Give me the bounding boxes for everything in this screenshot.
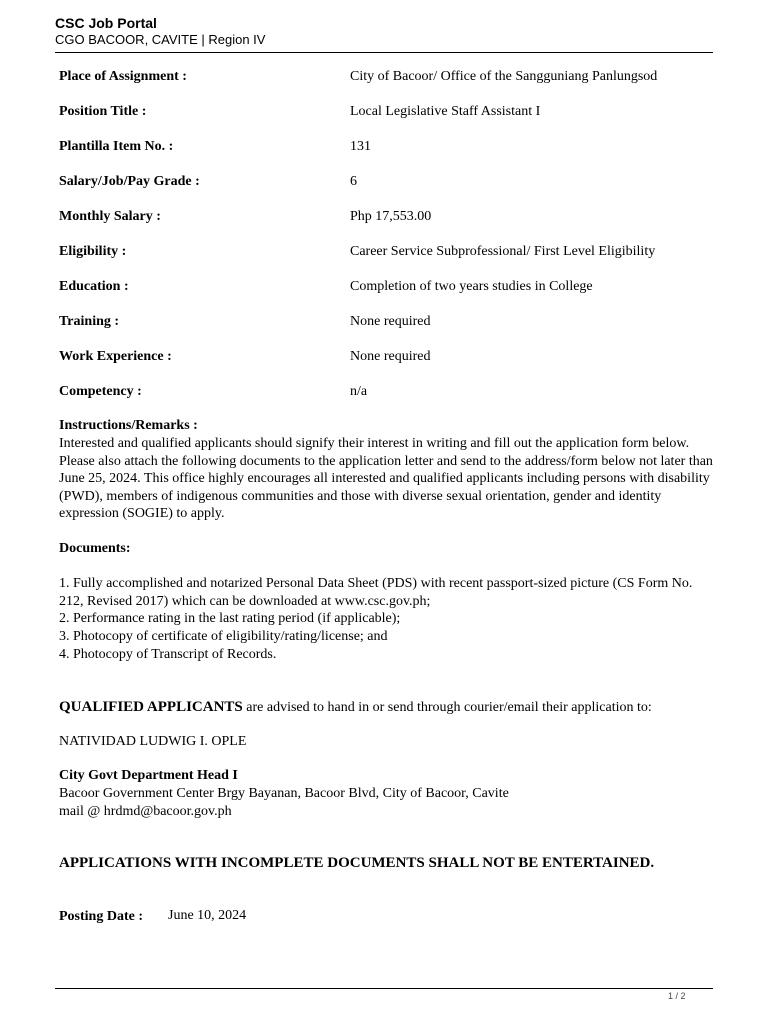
monthly-salary-label: Monthly Salary : [59, 209, 161, 224]
contact-address: Bacoor Government Center Brgy Bayanan, Bacoor Blvd, City of Bacoor, Cavite [59, 786, 509, 801]
contact-email: mail @ hrdmd@bacoor.gov.ph [59, 804, 232, 819]
portal-subtitle: CGO BACOOR, CAVITE | Region IV [55, 32, 266, 47]
place-of-assignment-label: Place of Assignment : [59, 69, 187, 84]
instructions-text: Interested and qualified applicants should signify their interest in writing and fill out the application form below. Please also attach the following documents to the application letter and send to the address/form below not later than June 25, 2024. This office highly encourages all interested and qualified applicants including persons with disability (PWD), members of indigenous communities and those with diverse sexual orientation, gender and identity expression (SOGIE) to apply. [59, 436, 713, 521]
place-of-assignment-value: City of Bacoor/ Office of the Sangguniang Panlungsod [350, 69, 658, 84]
posting-date-label: Posting Date : [59, 909, 143, 924]
contact-position: City Govt Department Head I [59, 768, 238, 783]
salary-grade-label: Salary/Job/Pay Grade : [59, 174, 200, 189]
training-label: Training : [59, 314, 120, 329]
document-item: 2. Performance rating in the last rating period (if applicable); [59, 611, 401, 626]
qualified-applicants-heading: QUALIFIED APPLICANTS [59, 699, 243, 715]
contact-name: NATIVIDAD LUDWIG I. OPLE [59, 734, 247, 749]
documents-title: Documents: [59, 541, 131, 556]
position-title-label: Position Title : [59, 104, 147, 119]
qualified-applicants-text [59, 699, 652, 716]
competency-label: Competency : [59, 384, 142, 399]
education-label: Education : [59, 279, 129, 294]
education-value: Completion of two years studies in College [350, 279, 593, 294]
position-title-value: Local Legislative Staff Assistant I [350, 104, 541, 119]
plantilla-item-value: 131 [350, 139, 371, 154]
plantilla-item-label: Plantilla Item No. : [59, 139, 174, 154]
page-number: 1 / 2 [668, 991, 686, 1001]
footer-divider [55, 988, 713, 989]
document-item: 3. Photocopy of certificate of eligibility/rating/license; and [59, 629, 388, 644]
document-item: 4. Photocopy of Transcript of Records. [59, 647, 277, 662]
qualified-applicants-instruction: are advised to hand in or send through courier/email their application to: [242, 700, 652, 715]
eligibility-label: Eligibility : [59, 244, 127, 259]
work-experience-value: None required [350, 349, 431, 364]
monthly-salary-value: Php 17,553.00 [350, 209, 432, 224]
competency-value: n/a [350, 384, 368, 399]
header-divider [55, 52, 713, 53]
training-value: None required [350, 314, 431, 329]
document-item: 1. Fully accomplished and notarized Personal Data Sheet (PDS) with recent passport-sized picture (CS Form No. 212, Revised 2017) which can be downloaded at www.csc.gov.ph; [59, 576, 693, 609]
salary-grade-value: 6 [350, 174, 357, 189]
instructions-title: Instructions/Remarks : [59, 418, 198, 433]
portal-title: CSC Job Portal [55, 15, 157, 31]
posting-date-value: June 10, 2024 [168, 908, 247, 923]
work-experience-label: Work Experience : [59, 349, 172, 364]
incomplete-documents-notice: APPLICATIONS WITH INCOMPLETE DOCUMENTS SHALL NOT BE ENTERTAINED. [59, 855, 655, 871]
eligibility-value: Career Service Subprofessional/ First Level Eligibility [350, 244, 656, 259]
